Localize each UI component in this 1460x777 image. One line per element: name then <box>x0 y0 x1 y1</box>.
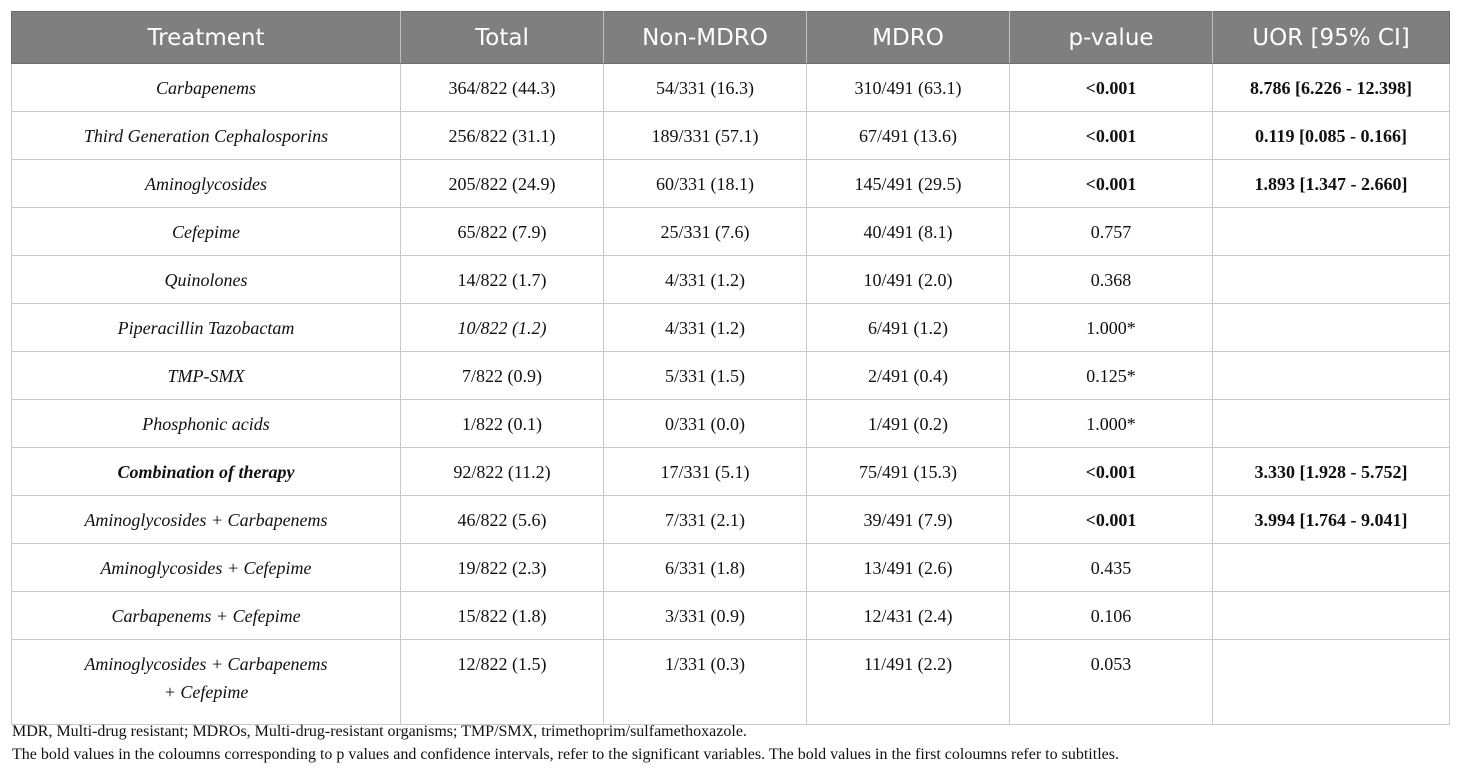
uor-cell <box>1213 544 1450 592</box>
p-value-cell: <0.001 <box>1010 112 1213 160</box>
p-value-cell: 0.125* <box>1010 352 1213 400</box>
non-mdro-cell: 5/331 (1.5) <box>604 352 807 400</box>
mdro-cell: 2/491 (0.4) <box>807 352 1010 400</box>
total-cell: 7/822 (0.9) <box>401 352 604 400</box>
uor-cell: 3.330 [1.928 - 5.752] <box>1213 448 1450 496</box>
table-row <box>12 160 1450 208</box>
uor-cell <box>1213 640 1450 725</box>
mdro-cell: 39/491 (7.9) <box>807 496 1010 544</box>
p-value-cell: 1.000* <box>1010 304 1213 352</box>
abbreviations-note: MDR, Multi-drug resistant; MDROs, Multi-drug-resistant organisms; TMP/SMX, trimethoprim/sulfamethoxazole. <box>12 723 747 740</box>
total-cell: 256/822 (31.1) <box>401 112 604 160</box>
treatment-cell: Phosphonic acids <box>12 400 401 448</box>
table-row <box>12 496 1450 544</box>
non-mdro-cell: 4/331 (1.2) <box>604 256 807 304</box>
header-total: Total <box>401 12 604 64</box>
p-value-cell: 0.053 <box>1010 640 1213 725</box>
non-mdro-cell: 25/331 (7.6) <box>604 208 807 256</box>
treatment-cell <box>12 640 401 725</box>
uor-cell <box>1213 304 1450 352</box>
uor-cell <box>1213 592 1450 640</box>
header-non-mdro: Non-MDRO <box>604 12 807 64</box>
p-value-cell: <0.001 <box>1010 160 1213 208</box>
mdro-cell: 40/491 (8.1) <box>807 208 1010 256</box>
treatment-cell: Aminoglycosides + Carbapenems <box>12 496 401 544</box>
header-treatment: Treatment <box>12 12 401 64</box>
uor-cell <box>1213 256 1450 304</box>
p-value-cell: 0.757 <box>1010 208 1213 256</box>
treatment-cell: Aminoglycosides <box>12 160 401 208</box>
mdro-cell: 67/491 (13.6) <box>807 112 1010 160</box>
non-mdro-cell: 60/331 (18.1) <box>604 160 807 208</box>
uor-cell <box>1213 400 1450 448</box>
non-mdro-cell: 6/331 (1.8) <box>604 544 807 592</box>
header-row <box>12 12 1450 64</box>
non-mdro-cell: 1/331 (0.3) <box>604 640 807 725</box>
uor-cell: 8.786 [6.226 - 12.398] <box>1213 64 1450 112</box>
table-row <box>12 304 1450 352</box>
treatment-line-2: + Cefepime <box>163 682 249 702</box>
total-cell: 46/822 (5.6) <box>401 496 604 544</box>
non-mdro-cell: 189/331 (57.1) <box>604 112 807 160</box>
mdro-cell: 1/491 (0.2) <box>807 400 1010 448</box>
p-value-cell: <0.001 <box>1010 64 1213 112</box>
total-cell: 364/822 (44.3) <box>401 64 604 112</box>
p-value-cell: 0.106 <box>1010 592 1213 640</box>
p-value-cell: 0.435 <box>1010 544 1213 592</box>
table-row-subtitle <box>12 448 1450 496</box>
treatment-cell: Carbapenems + Cefepime <box>12 592 401 640</box>
mdro-cell: 11/491 (2.2) <box>807 640 1010 725</box>
total-cell: 92/822 (11.2) <box>401 448 604 496</box>
total-cell: 65/822 (7.9) <box>401 208 604 256</box>
total-cell: 15/822 (1.8) <box>401 592 604 640</box>
mdro-cell: 310/491 (63.1) <box>807 64 1010 112</box>
table-row <box>12 64 1450 112</box>
non-mdro-cell: 17/331 (5.1) <box>604 448 807 496</box>
uor-cell <box>1213 208 1450 256</box>
non-mdro-cell: 3/331 (0.9) <box>604 592 807 640</box>
treatment-line-1: Aminoglycosides + Carbapenems <box>84 654 328 674</box>
uor-cell: 0.119 [0.085 - 0.166] <box>1213 112 1450 160</box>
table-footnotes <box>12 720 1452 766</box>
non-mdro-cell: 4/331 (1.2) <box>604 304 807 352</box>
non-mdro-cell: 54/331 (16.3) <box>604 64 807 112</box>
total-cell: 12/822 (1.5) <box>401 640 604 725</box>
total-cell: 205/822 (24.9) <box>401 160 604 208</box>
table-row <box>12 112 1450 160</box>
total-cell: 14/822 (1.7) <box>401 256 604 304</box>
p-value-cell: <0.001 <box>1010 496 1213 544</box>
header-p-value: p-value <box>1010 12 1213 64</box>
table-row <box>12 256 1450 304</box>
treatment-cell: Cefepime <box>12 208 401 256</box>
treatment-table <box>11 11 1450 725</box>
table-row <box>12 352 1450 400</box>
total-cell: 19/822 (2.3) <box>401 544 604 592</box>
mdro-cell: 10/491 (2.0) <box>807 256 1010 304</box>
header-uor: UOR [95% CI] <box>1213 12 1450 64</box>
mdro-cell: 13/491 (2.6) <box>807 544 1010 592</box>
table-row <box>12 400 1450 448</box>
table-row <box>12 544 1450 592</box>
uor-cell: 3.994 [1.764 - 9.041] <box>1213 496 1450 544</box>
treatment-cell: Carbapenems <box>12 64 401 112</box>
uor-cell: 1.893 [1.347 - 2.660] <box>1213 160 1450 208</box>
mdro-cell: 145/491 (29.5) <box>807 160 1010 208</box>
table-row <box>12 640 1450 725</box>
treatment-cell: Quinolones <box>12 256 401 304</box>
treatment-cell: Aminoglycosides + Cefepime <box>12 544 401 592</box>
total-cell: 1/822 (0.1) <box>401 400 604 448</box>
treatment-cell: TMP-SMX <box>12 352 401 400</box>
uor-cell <box>1213 352 1450 400</box>
treatment-subtitle-cell: Combination of therapy <box>12 448 401 496</box>
total-cell: 10/822 (1.2) <box>401 304 604 352</box>
non-mdro-cell: 0/331 (0.0) <box>604 400 807 448</box>
mdro-cell: 6/491 (1.2) <box>807 304 1010 352</box>
header-mdro: MDRO <box>807 12 1010 64</box>
treatment-cell: Piperacillin Tazobactam <box>12 304 401 352</box>
p-value-cell: <0.001 <box>1010 448 1213 496</box>
p-value-cell: 1.000* <box>1010 400 1213 448</box>
table-container <box>11 11 1449 725</box>
treatment-cell: Third Generation Cephalosporins <box>12 112 401 160</box>
non-mdro-cell: 7/331 (2.1) <box>604 496 807 544</box>
mdro-cell: 12/431 (2.4) <box>807 592 1010 640</box>
bold-values-note: The bold values in the coloumns corresponding to p values and confidence intervals, refer to the significant variables. The bold values in the first coloumns refer to subtitles. <box>12 746 1119 763</box>
table-row <box>12 592 1450 640</box>
table-row <box>12 208 1450 256</box>
p-value-cell: 0.368 <box>1010 256 1213 304</box>
mdro-cell: 75/491 (15.3) <box>807 448 1010 496</box>
